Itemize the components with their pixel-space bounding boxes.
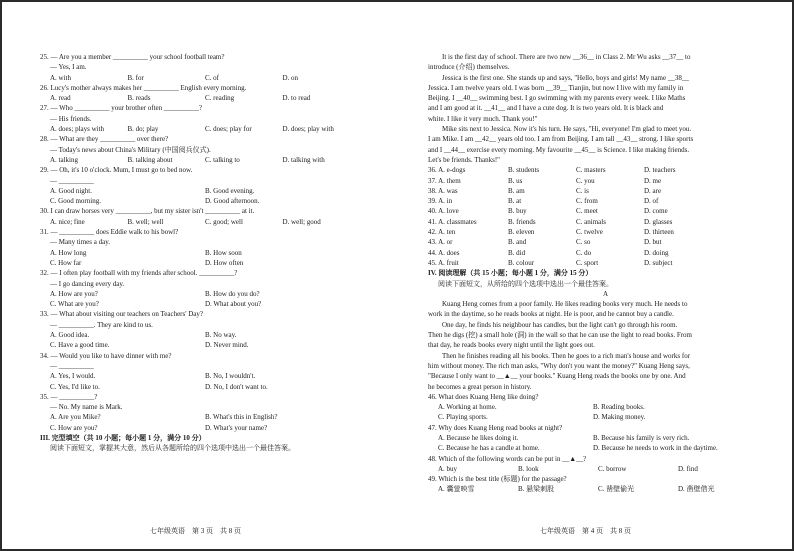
option: D. How often xyxy=(205,258,244,267)
reading-line: work in the daytime, so he reads books at night. He is poor, and he cannot buy a candle. xyxy=(428,310,674,319)
option: B. well; well xyxy=(127,217,164,226)
option: C. so xyxy=(576,238,591,247)
option: C. sport xyxy=(576,258,599,267)
question-line: 29. — Oh, it's 10 o'clock. Mum, I must go to bed now. xyxy=(40,166,193,175)
passage-line: Let's be friends. Thanks!" xyxy=(428,155,501,164)
option: D. to read xyxy=(282,94,311,103)
reading-line: 47. Why does Kuang Heng read books at night? xyxy=(428,423,563,432)
option: D. Because he needs to work in the daytime. xyxy=(593,444,718,453)
option: A. Because he likes doing it. xyxy=(438,433,519,442)
question-options xyxy=(40,371,360,381)
passage-line: and I __44__ exercise every morning. My favourite __45__ is Science. I like making friends. xyxy=(428,145,690,154)
option: B. students xyxy=(508,166,540,175)
cloze-option-row xyxy=(428,217,783,227)
option: C. meet xyxy=(576,207,598,216)
reading-line: Then he digs (挖) a small hole (洞) in the wall so that he can use the light to read books. From xyxy=(428,331,692,340)
question-options xyxy=(40,248,360,258)
option: A. does; plays with xyxy=(50,125,105,134)
option: C. twelve xyxy=(576,228,603,237)
option: C. Have a good time. xyxy=(50,341,110,350)
reading-line: that day, he reads books every night until the light goes out. xyxy=(428,341,595,350)
reading-line: Then he finishes reading all his books. Then he goes to a rich man's house and works for xyxy=(442,351,691,360)
option: D. well; good xyxy=(282,217,321,226)
option: B. friends xyxy=(508,217,536,226)
option: D. No, I don't want to. xyxy=(205,382,268,391)
option: D. 凿壁借光 xyxy=(678,485,715,494)
option: B. Reading books. xyxy=(593,403,645,412)
cloze-option-row xyxy=(428,165,783,175)
question-line: — Today's news about China's Military (中国阅兵仪式). xyxy=(50,145,211,154)
question-options xyxy=(40,217,360,227)
cloze-option-row xyxy=(428,176,783,186)
question-options xyxy=(40,299,360,309)
reading-line: Kuang Heng comes from a poor family. He likes reading books very much. He needs to xyxy=(442,300,688,309)
question-options xyxy=(40,412,360,422)
reading-line: 48. Which of the following words can be put in __▲__? xyxy=(428,454,587,463)
question-options xyxy=(40,423,360,433)
cloze-option-row xyxy=(428,196,783,206)
reading-line: 46. What does Kuang Heng like doing? xyxy=(428,392,539,401)
option: A. nice; fine xyxy=(50,217,85,226)
footer-page-4: 七年级英语 第 4 页 共 8 页 xyxy=(540,527,631,535)
passage-line: white. I like it very much. Thank you!" xyxy=(428,114,538,123)
option: B. What's this in English? xyxy=(205,413,278,422)
option: A. How long xyxy=(50,248,87,257)
passage-line: I am Mike. I am __42__ years old too. I am from Beijing. I am tall __43__ strong. I like sports xyxy=(428,135,694,144)
option: B. look xyxy=(518,464,539,473)
option: B. did xyxy=(508,248,526,257)
footer-page-3: 七年级英语 第 3 页 共 8 页 xyxy=(150,527,241,535)
option: 44. A. does xyxy=(428,248,460,257)
question-line: — Yes, I am. xyxy=(50,63,87,72)
reading-line: "Because I only want to __▲__ your books." Kuang Heng reads the books one by one. And xyxy=(428,372,686,381)
option: D. teachers xyxy=(644,166,676,175)
cloze-option-row xyxy=(428,227,783,237)
option: B. do; play xyxy=(127,125,159,134)
option: A. Are you Mike? xyxy=(50,413,101,422)
reading-options xyxy=(428,443,783,453)
option: D. come xyxy=(644,207,668,216)
question-line: — __________. They are kind to us. xyxy=(50,320,153,329)
option: D. What's your name? xyxy=(205,423,268,432)
option: C. Playing sports. xyxy=(438,413,488,422)
option: B. No way. xyxy=(205,331,237,340)
cloze-option-row xyxy=(428,186,783,196)
cloze-passage xyxy=(428,52,783,165)
question-line: 34. — Would you like to have dinner with me? xyxy=(40,351,172,360)
passage-line: and I am good at it. __41__ and I have a cute dog. It is two years old. It is black and xyxy=(428,104,664,113)
question-options xyxy=(40,93,360,103)
question-options xyxy=(40,186,360,196)
option: C. is xyxy=(576,186,589,195)
option: A. Good idea. xyxy=(50,331,90,340)
option: C. talking to xyxy=(205,155,240,164)
option: 38. A. was xyxy=(428,186,458,195)
option: B. No, I wouldn't. xyxy=(205,372,256,381)
question-line: 26. Lucy's mother always makes her __________ English every morning. xyxy=(40,83,247,92)
question-line: — His friends. xyxy=(50,114,92,123)
option: 36. A. e-dogs xyxy=(428,166,466,175)
question-options xyxy=(40,196,360,206)
option: A. Yes, I would. xyxy=(50,372,96,381)
option: D. but xyxy=(644,238,662,247)
option: D. on xyxy=(282,73,299,82)
option: A. read xyxy=(50,94,71,103)
reading-options xyxy=(428,484,783,494)
option: C. from xyxy=(576,197,598,206)
reading-section xyxy=(428,268,783,495)
option: B. talking about xyxy=(127,155,173,164)
option: A. buy xyxy=(438,464,458,473)
option: A. with xyxy=(50,73,71,82)
option: C. Yes, I'd like to. xyxy=(50,382,100,391)
reading-line: A xyxy=(602,289,609,298)
option: A. Working at home. xyxy=(438,403,497,412)
option: B. at xyxy=(508,197,522,206)
question-line: 30. I can draw horses very __________, but my sister isn't __________ at it. xyxy=(40,207,255,216)
option: D. talking with xyxy=(282,155,325,164)
passage-line: introduce (介绍) themselves. xyxy=(428,63,510,72)
option: B. us xyxy=(508,176,523,185)
option: C. do xyxy=(576,248,592,257)
reading-options xyxy=(428,402,783,412)
option: D. subject xyxy=(644,258,673,267)
option: D. What about you? xyxy=(205,300,262,309)
option: B. How do you do? xyxy=(205,289,260,298)
question-line: 28. — What are they __________ over there? xyxy=(40,135,169,144)
option: C. masters xyxy=(576,166,606,175)
question-line: 35. — __________? xyxy=(40,392,98,401)
question-line: — I go dancing every day. xyxy=(50,279,125,288)
question-line: — __________ xyxy=(50,176,94,185)
option: D. thirteen xyxy=(644,228,674,237)
question-line: 阅读下面短文，掌握其大意，然后从各题所给的四个选项中选出一个最佳答案。 xyxy=(50,444,295,453)
reading-line: 阅读下面短文，从所给的四个选项中选出一个最佳答案。 xyxy=(438,279,613,288)
option: 45. A. fruit xyxy=(428,258,459,267)
option: C. does; play for xyxy=(205,125,252,134)
option: C. you xyxy=(576,176,595,185)
option: 43. A. or xyxy=(428,238,453,247)
option: B. Because his family is very rich. xyxy=(593,433,690,442)
option: D. Never mind. xyxy=(205,341,249,350)
question-options xyxy=(40,73,360,83)
option: D. Making money. xyxy=(593,413,646,422)
reading-options xyxy=(428,433,783,443)
question-line: — Many times a day. xyxy=(50,238,111,247)
passage-line: Jessica. I am twelve years old. I was born __39__ Tianjin, but now I live with my family in xyxy=(428,83,684,92)
option: B. am xyxy=(508,186,525,195)
option: D. Good afternoon. xyxy=(205,197,260,206)
passage-line: Jessica is the first one. She stands up and says, "Hello, boys and girls! My name __38__ xyxy=(442,73,689,82)
reading-options xyxy=(428,412,783,422)
option: B. buy xyxy=(508,207,527,216)
option: D. me xyxy=(644,176,662,185)
option: C. animals xyxy=(576,217,606,226)
left-column xyxy=(40,52,360,454)
reading-line: One day, he finds his neighbour has candles, but the light can't go through his room. xyxy=(442,320,678,329)
option: 42. A. ten xyxy=(428,228,456,237)
option: A. How are you? xyxy=(50,289,98,298)
cloze-option-row xyxy=(428,237,783,247)
question-options xyxy=(40,155,360,165)
option: 39. A. in xyxy=(428,197,453,206)
option: 37. A. them xyxy=(428,176,461,185)
question-options xyxy=(40,382,360,392)
question-line: III. 完型填空（共 10 小题；每小题 1 分，满分 10 分） xyxy=(40,433,206,442)
option: B. for xyxy=(127,73,144,82)
passage-line: Beijing. I __40__ swimming best. I go swimming with my parents every week. I like Maths xyxy=(428,94,686,103)
question-line: 33. — What about visiting our teachers on Teachers' Day? xyxy=(40,310,204,319)
option: D. find xyxy=(678,464,698,473)
reading-line: him without money. The rich man asks, "Why don't you want the money?" Kuang Heng says, xyxy=(428,361,690,370)
option: C. good; well xyxy=(205,217,243,226)
option: B. How soon xyxy=(205,248,242,257)
option: C. 凿壁偷光 xyxy=(598,485,635,494)
question-line: 31. — __________ does Eddie walk to his bowl? xyxy=(40,228,179,237)
reading-line: IV. 阅读理解（共 15 小题；每小题 1 分，满分 15 分） xyxy=(428,269,593,278)
question-line: 25. — Are you a member __________ your school football team? xyxy=(40,53,225,61)
option: B. colour xyxy=(508,258,535,267)
question-options xyxy=(40,340,360,350)
cloze-options-table xyxy=(428,165,783,268)
option: C. Good morning. xyxy=(50,197,101,206)
cloze-option-row xyxy=(428,258,783,268)
question-options xyxy=(40,330,360,340)
cloze-option-row xyxy=(428,248,783,258)
question-line: — __________ xyxy=(50,361,94,370)
question-options xyxy=(40,258,360,268)
option: C. How far xyxy=(50,258,82,267)
reading-line: he becomes a great person in history. xyxy=(428,382,532,391)
option: B. Good evening. xyxy=(205,186,255,195)
option: C. reading xyxy=(205,94,235,103)
option: 41. A. classmates xyxy=(428,217,477,226)
option: B. reads xyxy=(127,94,151,103)
option: B. and xyxy=(508,238,527,247)
option: A. Good night. xyxy=(50,186,92,195)
option: D. doing xyxy=(644,248,669,257)
reading-line: 49. Which is the best title (标题) for the passage? xyxy=(428,475,567,484)
right-column xyxy=(428,52,783,495)
question-line: 32. — I often play football with my friends after school. __________? xyxy=(40,269,238,278)
option: A. talking xyxy=(50,155,78,164)
option: D. are xyxy=(644,186,662,195)
option: D. does; play with xyxy=(282,125,334,134)
option: D. of xyxy=(644,197,659,206)
option: 40. A. love xyxy=(428,207,459,216)
option: C. Because he has a candle at home. xyxy=(438,444,540,453)
question-options xyxy=(40,124,360,134)
option: C. of xyxy=(205,73,219,82)
option: B. 悬梁刺股 xyxy=(518,485,555,494)
option: A. 囊萤映雪 xyxy=(438,485,475,494)
passage-line: It is the first day of school. There are two new __36__ in Class 2. Mr Wu asks __37__ to xyxy=(442,53,691,61)
option: C. borrow xyxy=(598,464,627,473)
option: B. eleven xyxy=(508,228,535,237)
question-line: — No. My name is Mark. xyxy=(50,403,123,412)
cloze-option-row xyxy=(428,206,783,216)
option: C. How are you? xyxy=(50,423,98,432)
question-options xyxy=(40,289,360,299)
passage-line: Mike sits next to Jessica. Now it's his turn. He says, "Hi, everyone! I'm glad to meet you. xyxy=(442,125,692,134)
reading-options xyxy=(428,464,783,474)
option: C. What are you? xyxy=(50,300,99,309)
option: D. glasses xyxy=(644,217,673,226)
question-line: 27. — Who __________ your brother often __________? xyxy=(40,104,203,113)
